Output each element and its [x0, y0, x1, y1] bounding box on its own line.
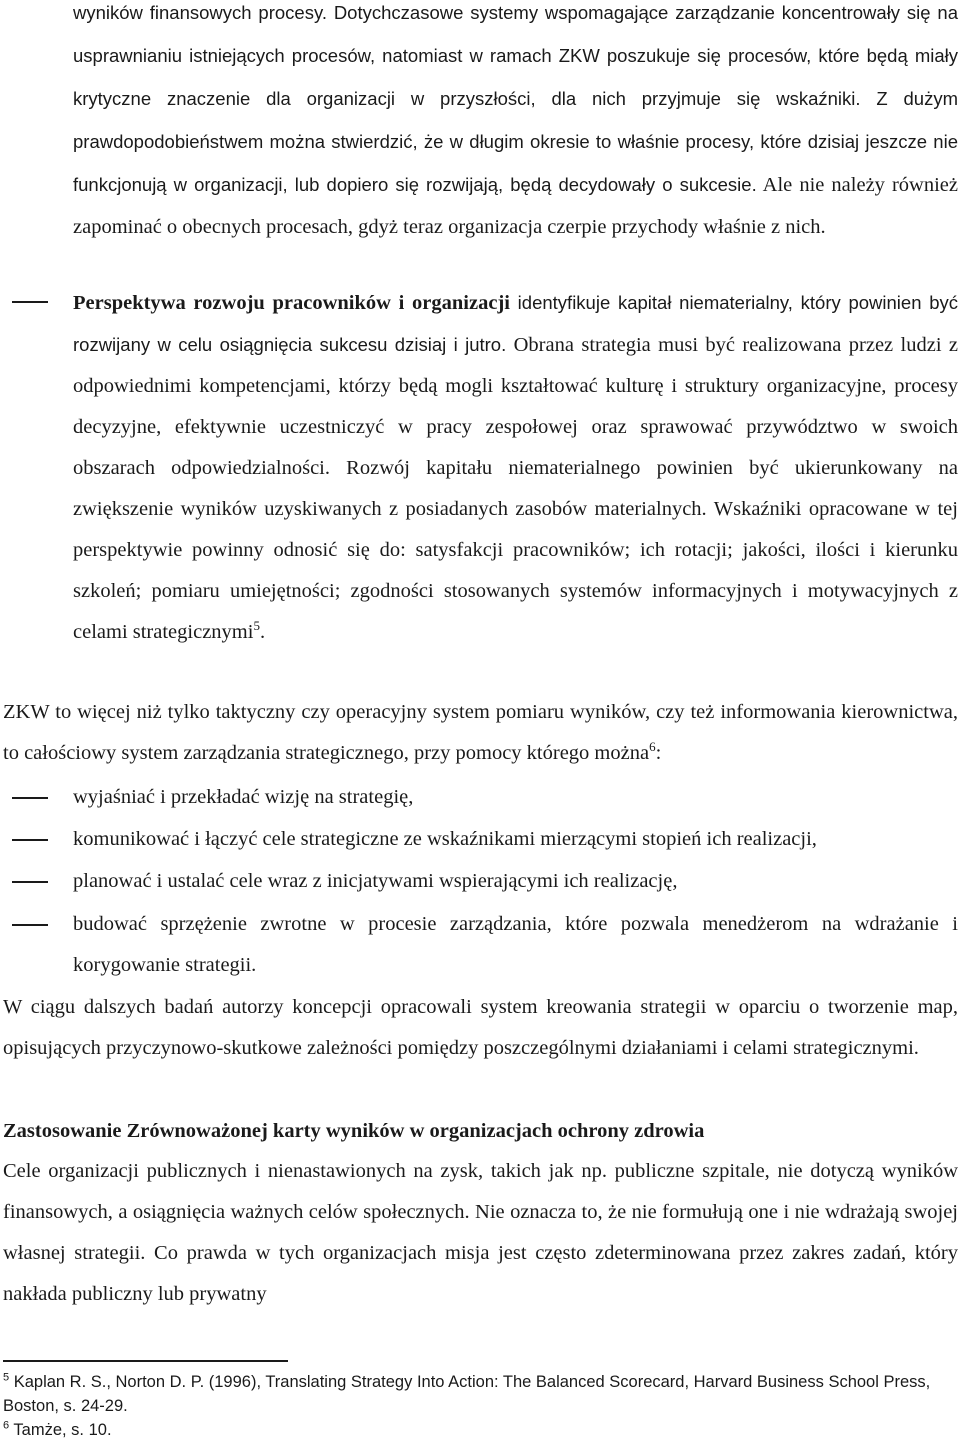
footnote-6 — [3, 1418, 958, 1442]
dash-bullet-marker — [12, 301, 48, 303]
dash-bullet-marker — [12, 839, 48, 841]
dash-bullet-marker — [12, 924, 48, 926]
section-paragraph: Cele organizacji publicznych i nienastawionych na zysk, takich jak np. publiczne szpitale, nie dotyczą wyników finansowych, a osiągnięcia ważnych celów społecznych. Nie oznacza to, że nie formułują one i nie wdrażają swojej własnej strategii. Co prawda w tych organizacjach misja jest często zdeterminowana przez zakres zadań, który nakłada publiczny lub prywatny — [3, 1160, 958, 1305]
footnote-number: 6 — [3, 1419, 10, 1432]
perspective-end: . — [259, 621, 266, 643]
perspective-text-2: Obrana strategia musi być realizowana przez ludzi z odpowiednimi kompetencjami, którzy będą mogli kształtować kulturę i struktury organizacyjne, procesy decyzyjne, efektywnie uczestniczyć w pracy zespołowej oraz sprawować przywództwo w swoich obszarach odpowiedzialności. Rozwój kapitału niematerialnego powinien być ukierunkowany na zwiększenie wyników uzyskiwanych z posiadanych zasobów materialnych. — [73, 334, 958, 520]
intro-sans-text-2: Z dużym prawdopodobieństwem można stwierdzić, że w długim okresie to właśnie procesy, które dzisiaj jeszcze nie funkcjonują w organizacji, lub dopiero się rozwijają, będą decydowały o sukcesie. — [73, 88, 958, 195]
list-item: komunikować i łączyć cele strategiczne ze wskaźnikami mierzącymi stopień ich realizacji, — [73, 828, 817, 850]
list-item: budować sprzężenie zwrotne w procesie zarządzania, które pozwala menedżerom na wdrażanie i korygowanie strategii. — [73, 913, 958, 976]
list-item: wyjaśniać i przekładać wizję na strategię, — [73, 786, 414, 808]
perspective-text-3: Wskaźniki opracowane w tej perspektywie powinny odnosić się do: satysfakcji pracowników; ich rotacji; jakości, ilości i kierunku szkoleń; pomiaru umiejętności; zgodności stosowanych systemów informacyjnych i motywacyjnych z celami strategicznymi — [73, 498, 958, 643]
footnote-number: 5 — [3, 1371, 10, 1384]
zkw-end: : — [655, 742, 662, 764]
zkw-text: ZKW to więcej niż tylko taktyczny czy operacyjny system pomiaru wyników, czy też informowania kierownictwa, to całościowy system zarządzania strategicznego, przy pomocy którego można — [3, 701, 958, 764]
further-research-paragraph: W ciągu dalszych badań autorzy koncepcji opracowali system kreowania strategii w oparciu o tworzenie map, opisujących przyczynowo-skutkowe zależności pomiędzy poszczególnymi działaniami i celami strategicznymi. — [3, 996, 958, 1059]
perspective-sans-text: identyfikuje kapitał niematerialny, który powinien być rozwijany w celu osiągnięcia sukcesu dzisiaj i jutro. — [73, 292, 958, 355]
perspective-bold-term: Perspektywa rozwoju pracowników i organizacji — [73, 292, 510, 314]
perspective-paragraph — [73, 282, 958, 653]
section-heading: Zastosowanie Zrównoważonej karty wyników w organizacjach ochrony zdrowia — [3, 1120, 705, 1142]
footnote-ref-6[interactable]: 6 — [649, 739, 656, 755]
intro-sans-text-1: wyników finansowych procesy. Dotychczasowe systemy wspomagające zarządzanie koncentrowały się na usprawnianiu istniejących procesów, natomiast w ramach ZKW poszukuje się procesów, które będą miały krytyczne znaczenie dla organizacji w przyszłości, dla nich przyjmuje się wskaźniki. — [73, 2, 958, 109]
dash-bullet-marker — [12, 797, 48, 799]
footnote-ref-5[interactable]: 5 — [253, 618, 260, 634]
footnote-5 — [3, 1370, 958, 1418]
footnote-text: Tamże, s. 10. — [9, 1421, 112, 1439]
footnote-separator — [3, 1360, 288, 1362]
intro-serif-text: Ale nie należy również zapominać o obecnych procesach, gdyż teraz organizacja czerpie przychody właśnie z nich. — [73, 174, 959, 238]
list-item: planować i ustalać cele wraz z inicjatywami wspierającymi ich realizację, — [73, 870, 678, 892]
dash-bullet-marker — [12, 881, 48, 883]
zkw-paragraph — [3, 692, 958, 774]
footnotes — [3, 1370, 958, 1442]
intro-paragraph — [73, 0, 958, 249]
footnote-text: Kaplan R. S., Norton D. P. (1996), Translating Strategy Into Action: The Balanced Scorecard, Harvard Business School Press, Boston, s. 24-29. — [3, 1373, 931, 1415]
